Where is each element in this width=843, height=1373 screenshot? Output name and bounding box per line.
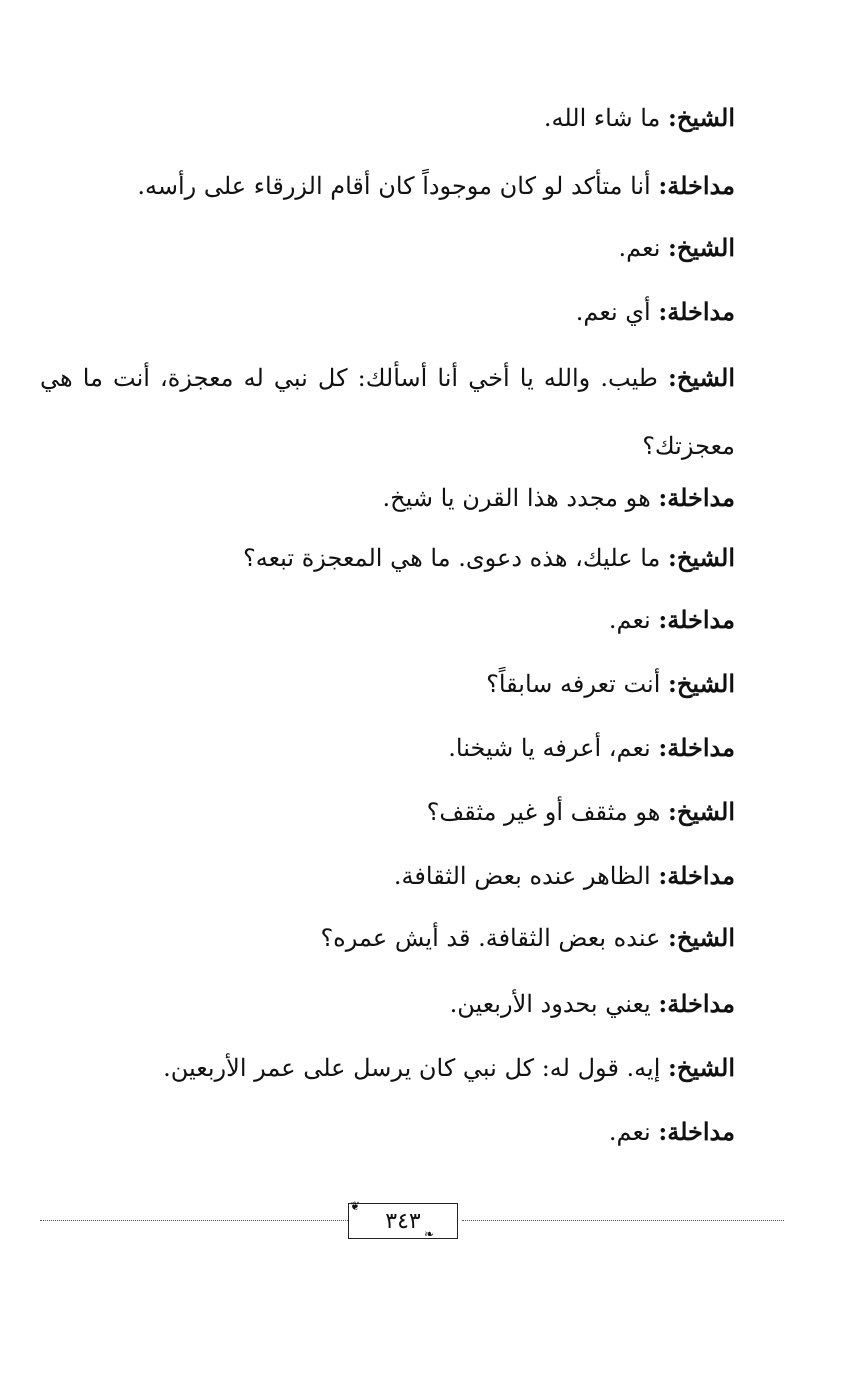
dialogue-text: يعني بحدود الأربعين. xyxy=(449,990,659,1018)
dialogue-text: هو مجدد هذا القرن يا شيخ. xyxy=(382,484,659,512)
dialogue-line xyxy=(486,668,735,700)
speaker-label: الشيخ: xyxy=(668,1053,735,1082)
dialogue-text: ما شاء الله. xyxy=(543,104,669,132)
dialogue-line xyxy=(450,988,735,1020)
dialogue-line xyxy=(394,860,735,892)
dialogue-text: نعم. xyxy=(608,1118,659,1146)
dialogue-line xyxy=(619,232,735,264)
dialogue-line xyxy=(40,344,735,480)
dialogue-text: الظاهر عنده بعض الثقافة. xyxy=(393,862,659,890)
page-number: ٣٤٣ xyxy=(385,1208,421,1234)
speaker-label: الشيخ: xyxy=(668,233,735,262)
speaker-label: مداخلة: xyxy=(658,483,735,512)
speaker-label: الشيخ: xyxy=(668,923,735,952)
dialogue-line xyxy=(427,796,735,828)
dialogue-text: نعم. xyxy=(608,606,659,634)
page-number-frame xyxy=(348,1203,458,1239)
speaker-label: الشيخ: xyxy=(668,363,735,392)
speaker-label: مداخلة: xyxy=(658,297,735,326)
speaker-label: الشيخ: xyxy=(668,103,735,132)
dialogue-text: إيه. قول له: كل نبي كان يرسل على عمر الأربعين. xyxy=(163,1054,669,1082)
dialogue-text: نعم. xyxy=(618,234,669,262)
dialogue-line xyxy=(137,170,735,202)
dialogue-line xyxy=(320,922,735,954)
dialogue-line xyxy=(383,482,735,514)
speaker-label: مداخلة: xyxy=(658,605,735,634)
dialogue-line xyxy=(576,296,735,328)
speaker-label: مداخلة: xyxy=(658,171,735,200)
dialogue-text: هو مثقف أو غير مثقف؟ xyxy=(426,798,669,826)
dialogue-line xyxy=(544,102,735,134)
speaker-label: الشيخ: xyxy=(668,669,735,698)
speaker-label: الشيخ: xyxy=(668,797,735,826)
speaker-label: مداخلة: xyxy=(658,733,735,762)
footer-divider-right xyxy=(462,1220,784,1221)
speaker-label: مداخلة: xyxy=(658,989,735,1018)
speaker-label: مداخلة: xyxy=(658,1117,735,1146)
dialogue-text: ما عليك، هذه دعوى. ما هي المعجزة تبعه؟ xyxy=(243,544,669,572)
dialogue-text: عنده بعض الثقافة. قد أيش عمره؟ xyxy=(320,924,669,952)
footer-divider-left xyxy=(40,1220,348,1221)
dialogue-line xyxy=(609,1116,735,1148)
dialogue-text: أنا متأكد لو كان موجوداً كان أقام الزرقاء على رأسه. xyxy=(137,172,659,200)
ornament-icon: ❧ xyxy=(424,1227,435,1241)
dialogue-line xyxy=(609,604,735,636)
dialogue-text: أنت تعرفه سابقاً؟ xyxy=(486,670,669,698)
speaker-label: مداخلة: xyxy=(658,861,735,890)
dialogue-line xyxy=(163,1052,735,1084)
speaker-label: الشيخ: xyxy=(668,543,735,572)
dialogue-text: نعم، أعرفه يا شيخنا. xyxy=(448,734,659,762)
ornament-icon: ❦ xyxy=(350,1199,361,1213)
dialogue-line xyxy=(448,732,735,764)
dialogue-text: أي نعم. xyxy=(575,298,659,326)
dialogue-text: طيب. والله يا أخي أنا أسألك: كل نبي له معجزة، أنت ما هي معجزتك؟ xyxy=(40,364,735,460)
dialogue-line xyxy=(243,542,735,574)
